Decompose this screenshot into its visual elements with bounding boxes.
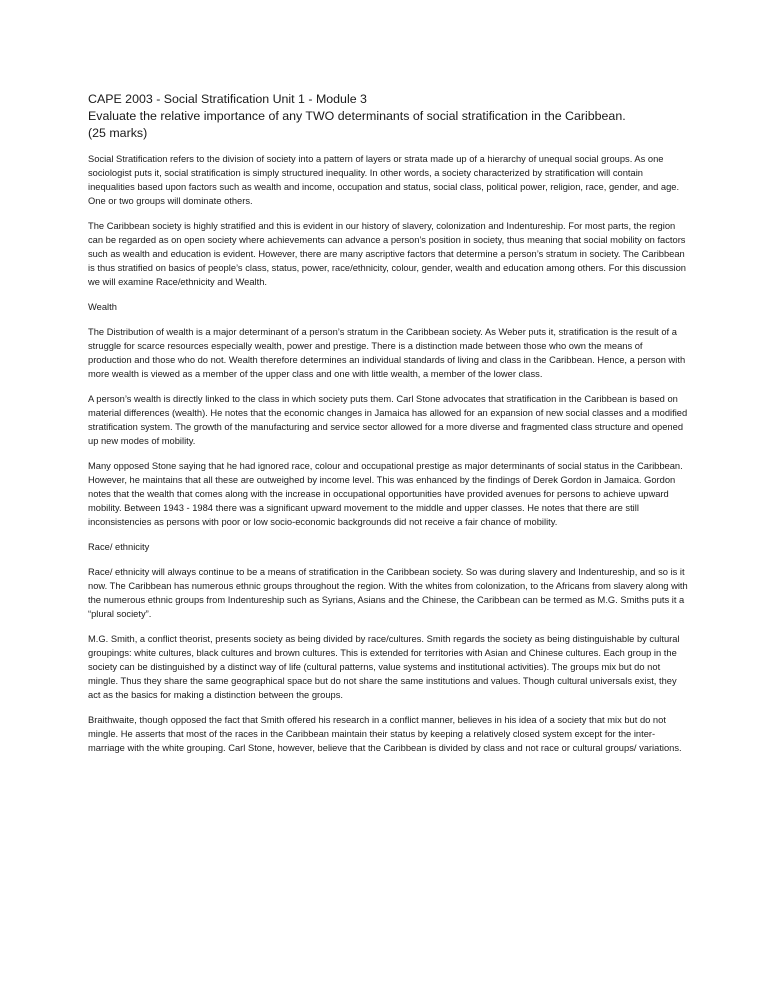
race-paragraph: M.G. Smith, a conflict theorist, presents society as being divided by race/cultures. Smith regards the society as being distinguishable by cultural groupings: white cultures, black cultures and brown cultures. This is extended for territories with Asian and Chinese cultures. Each group in the society can be distinguished by a distinct way of life (cultural patterns, value systems and institutional activities). The groups mix but do not mingle. Thus they share the same geographical space but do not share the same institutions and values. Though cultural universals exist, they act as the basics for making a distinction between the groups.: [88, 634, 680, 700]
document-page: [88, 91, 688, 766]
wealth-paragraph: A person’s wealth is directly linked to the class in which society puts them. Carl Stone advocates that stratification in the Caribbean is based on material differences (wealth). He notes that the economic changes in Jamaica has allowed for an expansion of new social classes and a modified stratification system. The growth of the manufacturing and service sector allowed for a more diverse and fragmented class structure and opened up new modes of mobility.: [88, 394, 688, 446]
document-question: Evaluate the relative importance of any TWO determinants of social stratification in the Caribbean.: [88, 109, 626, 123]
intro-paragraph: Social Stratification refers to the division of society into a pattern of layers or strata made up of a hierarchy of unequal social groups. As one sociologist puts it, social stratification is simply structured inequality. In other words, a society characterized by stratification will contain inequalities based upon factors such as wealth and income, occupation and status, social class, political power, religion, race, gender, and age. One or two groups will dominate others.: [88, 154, 680, 206]
race-paragraph: Race/ ethnicity will always continue to be a means of stratification in the Caribbean society. So was during slavery and Indentureship, and so is it now. The Caribbean has numerous ethnic groups throughout the region. With the whites from colonization, to the Africans from slavery along with the numerous ethnic groups from Indentureship such as Syrians, Asians and the Chinese, the Caribbean can be termed as M.G. Smiths puts it a “plural society”.: [88, 567, 688, 619]
document-title-line-1: CAPE 2003 - Social Stratification Unit 1 - Module 3: [88, 92, 367, 106]
race-paragraph: Braithwaite, though opposed the fact that Smith offered his research in a conflict manner, believes in his idea of a society that mix but do not mingle. He asserts that most of the races in the Caribbean maintain their status by keeping a relatively closed system except for the inter-marriage with the white grouping. Carl Stone, however, believe that the Caribbean is divided by class and not race or cultural groups/ variations.: [88, 715, 682, 753]
caribbean-society-paragraph: The Caribbean society is highly stratified and this is evident in our history of slavery, colonization and Indentureship. For most parts, the region can be regarded as on open society where achievements can advance a person’s position in society, thus meaning that social mobility on factors such as wealth and education is evident. However, there are many ascriptive factors that determine a person’s stratum in society. The Caribbean is thus stratified on basics of people’s class, status, power, race/ethnicity, colour, gender, wealth and education among others. For this discussion we will examine Race/ethnicity and Wealth.: [88, 221, 686, 287]
wealth-paragraph: Many opposed Stone saying that he had ignored race, colour and occupational prestige as major determinants of social status in the Caribbean. However, he maintains that all these are outweighed by income level. This was enhanced by the findings of Derek Gordon in Jamaica. Gordon notes that the wealth that comes along with the increase in occupational opportunities have provided avenues for persons to achieve upward mobility. Between 1943 - 1984 there was a significant upward movement to the middle and upper classes. He notes that there are still inconsistencies as persons with poor or low socio-economic backgrounds did not receive a fair chance of mobility.: [88, 461, 683, 527]
wealth-paragraph: The Distribution of wealth is a major determinant of a person’s stratum in the Caribbean society. As Weber puts it, stratification is the result of a struggle for scarce resources especially wealth, power and prestige. There is a distinction made between those who own the means of production and those who do not. Wealth therefore determines an individual standards of living and class in the Caribbean. Hence, a person with more wealth is viewed as a member of the upper class and one with little wealth, a member of the lower class.: [88, 327, 686, 379]
section-heading-race: Race/ ethnicity: [88, 542, 150, 552]
document-marks: (25 marks): [88, 126, 148, 140]
section-heading-wealth: Wealth: [88, 302, 117, 312]
